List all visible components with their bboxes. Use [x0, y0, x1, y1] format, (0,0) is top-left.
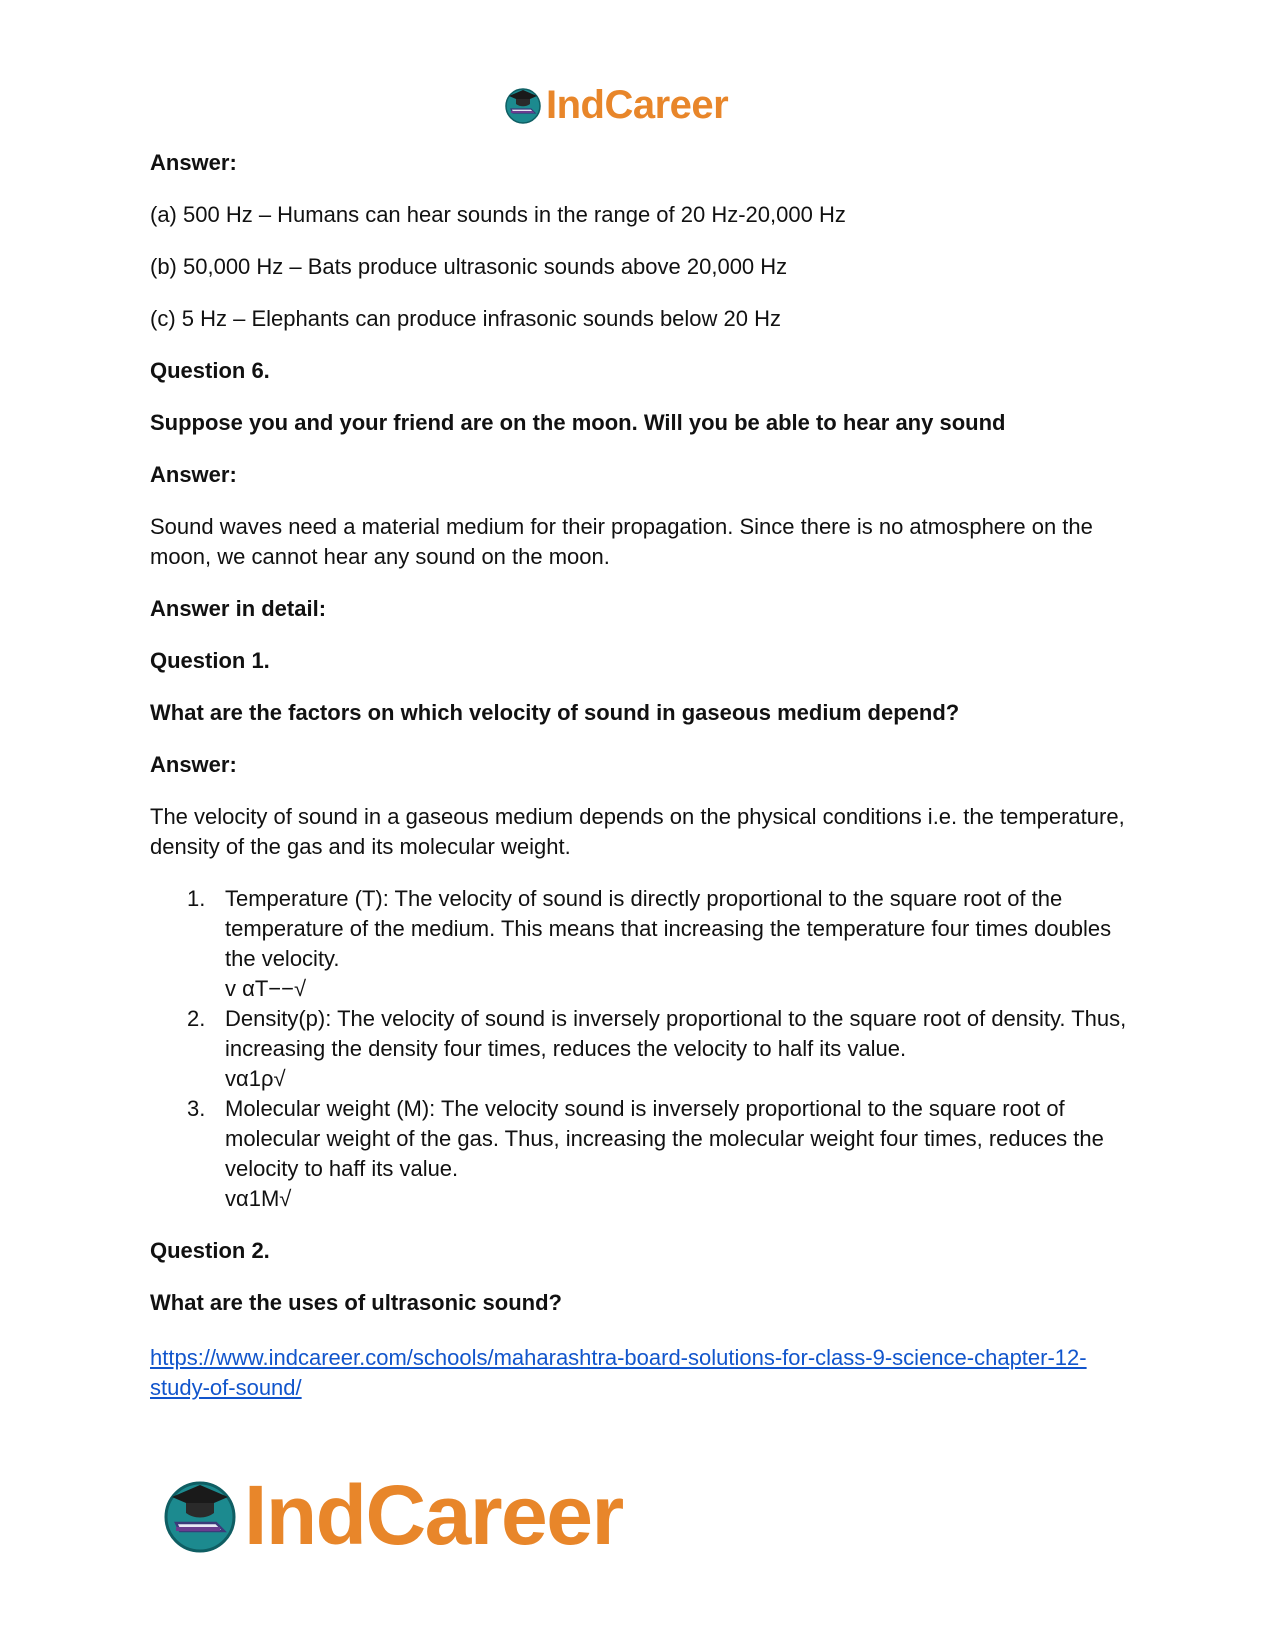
- question-label: Question 2.: [150, 1238, 270, 1263]
- answer-item-b: (b) 50,000 Hz – Bats produce ultrasonic sounds above 20,000 Hz: [150, 254, 788, 279]
- answer-label: Answer:: [150, 462, 237, 487]
- answer-paragraph: The velocity of sound in a gaseous medium depends on the physical conditions i.e. the temperature, density of the gas and its molecular weight.: [150, 804, 1125, 859]
- graduation-cap-globe-book-icon: [160, 1475, 240, 1555]
- graduation-cap-globe-book-icon: [503, 85, 543, 125]
- list-item-number: 1.: [187, 886, 206, 911]
- source-link-paragraph: [150, 1343, 1140, 1403]
- answer-paragraph: Sound waves need a material medium for their propagation. Since there is no atmosphere on the moon, we cannot hear any sound on the moon.: [150, 514, 1093, 569]
- answer-item-c: (c) 5 Hz – Elephants can produce infrasonic sounds below 20 Hz: [150, 306, 782, 331]
- formula: vα1M√: [225, 1186, 292, 1211]
- brand-name: IndCareer: [546, 83, 729, 127]
- list-item: [187, 884, 1140, 1004]
- list-item: [187, 1004, 1140, 1094]
- factors-list: [150, 884, 1140, 1214]
- list-item-text: Molecular weight (M): The velocity sound is inversely proportional to the square root of molecular weight of the gas. Thus, increasing the molecular weight four times, reduces the velocity to haff its value.: [225, 1096, 1104, 1181]
- question-text: What are the uses of ultrasonic sound?: [150, 1290, 562, 1315]
- list-item-text: Temperature (T): The velocity of sound is directly proportional to the square root of the temperature of the medium. This means that increasing the temperature four times doubles the velocity.: [225, 886, 1112, 971]
- footer-logo: [160, 1470, 623, 1560]
- document-body: [150, 148, 1140, 1403]
- list-item-number: 3.: [187, 1096, 206, 1121]
- question-text: Suppose you and your friend are on the moon. Will you be able to hear any sound: [150, 410, 1006, 435]
- answer-label: Answer:: [150, 150, 237, 175]
- formula: v αT−−√: [225, 976, 307, 1001]
- answer-label: Answer:: [150, 752, 237, 777]
- question-label: Question 1.: [150, 648, 270, 673]
- question-label: Question 6.: [150, 358, 270, 383]
- list-item-text: Density(p): The velocity of sound is inversely proportional to the square root of density. Thus, increasing the density four times, reduces the velocity to half its value.: [225, 1006, 1127, 1061]
- list-item: [187, 1094, 1140, 1214]
- formula: vα1ρ√: [225, 1066, 286, 1091]
- section-heading: Answer in detail:: [150, 596, 327, 621]
- source-link[interactable]: https://www.indcareer.com/schools/maharashtra-board-solutions-for-class-9-science-chapter-12-study-of-sound/: [150, 1345, 1087, 1400]
- header-logo: [503, 80, 728, 130]
- answer-item-a: (a) 500 Hz – Humans can hear sounds in the range of 20 Hz-20,000 Hz: [150, 202, 846, 227]
- list-item-number: 2.: [187, 1006, 206, 1031]
- question-text: What are the factors on which velocity of sound in gaseous medium depend?: [150, 700, 960, 725]
- brand-name: IndCareer: [244, 1468, 623, 1562]
